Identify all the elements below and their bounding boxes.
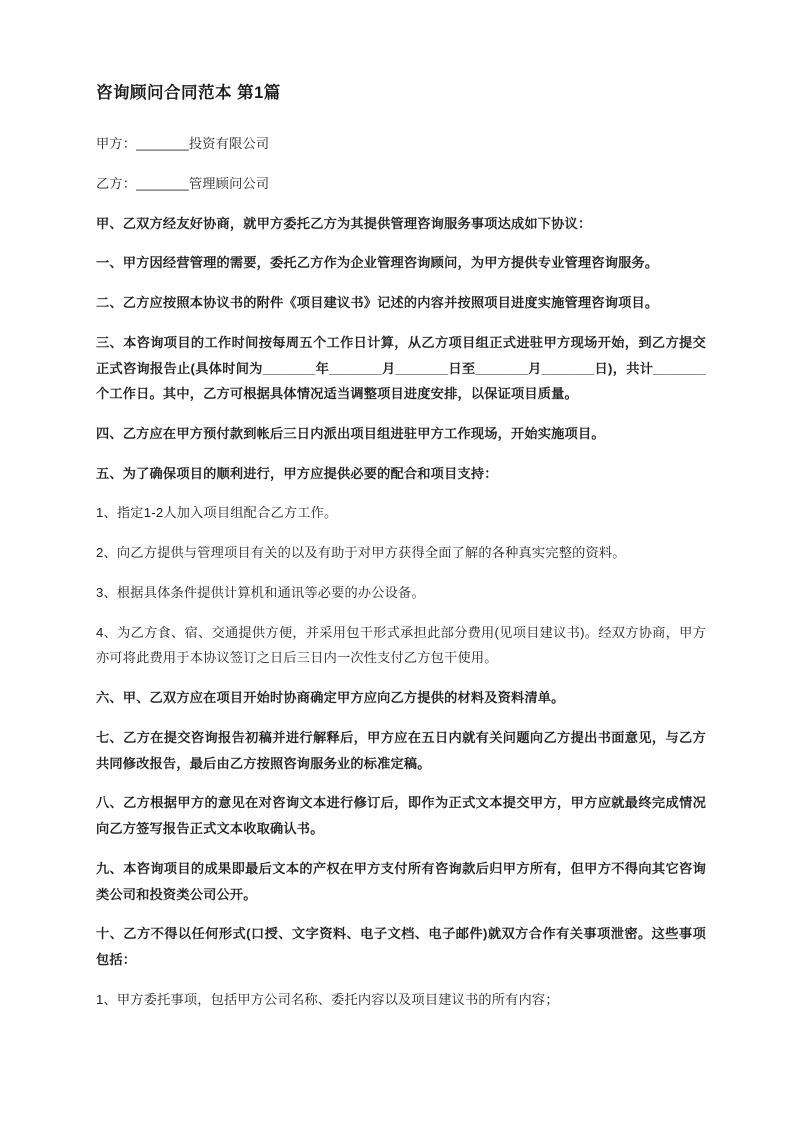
paragraph-clause-7: 七、乙方在提交咨询报告初稿并进行解释后，甲方应在五日内就有关问题向乙方提出书面意见，与乙方共同修改报告，最后由乙方按照咨询服务业的标准定稿。 <box>96 729 706 771</box>
paragraph-clause-5-item-4: 4、为乙方食、宿、交通提供方便，并采用包干形式承担此部分费用(见项目建议书)。经双方协商，甲方亦可将此费用于本协议签订之日后三日内一次性支付乙方包干使用。 <box>96 624 706 666</box>
paragraph-clause-5-item-1: 1、指定1-2人加入项目组配合乙方工作。 <box>96 505 338 521</box>
paragraph-party-a: 甲方：_______投资有限公司 <box>96 136 270 152</box>
paragraph-clause-10-item-1: 1、甲方委托事项，包括甲方公司名称、委托内容以及项目建议书的所有内容； <box>96 991 559 1007</box>
paragraph-clause-8: 八、乙方根据甲方的意见在对咨询文本进行修订后，即作为正式文本提交甲方，甲方应就最终完成情况向乙方签写报告正式文本收取确认书。 <box>96 795 706 837</box>
paragraph-party-b: 乙方：_______管理顾问公司 <box>96 175 270 191</box>
paragraph-clause-4: 四、乙方应在甲方预付款到帐后三日内派出项目组进驻甲方工作现场，开始实施项目。 <box>96 425 605 441</box>
paragraph-preamble: 甲、乙双方经友好协商，就甲方委托乙方为其提供管理咨询服务事项达成如下协议： <box>96 215 592 231</box>
page-title: 咨询顾问合同范本 第1篇 <box>96 84 281 102</box>
paragraph-clause-3: 三、本咨询项目的工作时间按每周五个工作日计算，从乙方项目组正式进驻甲方现场开始，到乙方提交正式咨询报告止(具体时间为_______年_______月_______日至_______月_______日)，共计_______个工作日。其中，乙方可根据具体情况适当调整项目进度安排，以保证项目质量。 <box>96 334 706 402</box>
paragraph-clause-1: 一、甲方因经营管理的需要，委托乙方作为企业管理咨询顾问，为甲方提供专业管理咨询服务。 <box>96 255 659 271</box>
paragraph-clause-5-item-2: 2、向乙方提供与管理项目有关的以及有助于对甲方获得全面了解的各种真实完整的资料。 <box>96 545 626 561</box>
paragraph-clause-5-item-3: 3、根据具体条件提供计算机和通讯等必要的办公设备。 <box>96 584 425 600</box>
paragraph-clause-2: 二、乙方应按照本协议书的附件《项目建议书》记述的内容并按照项目进度实施管理咨询项目。 <box>96 295 659 311</box>
paragraph-clause-5: 五、为了确保项目的顺利进行，甲方应提供必要的配合和项目支持： <box>96 465 498 481</box>
paragraph-clause-10: 十、乙方不得以任何形式(口授、文字资料、电子文档、电子邮件)就双方合作有关事项泄密。这些事项包括： <box>96 926 706 967</box>
document-body <box>96 82 706 1012</box>
paragraph-clause-6: 六、甲、乙双方应在项目开始时协商确定甲方应向乙方提供的材料及资料清单。 <box>96 690 565 706</box>
paragraph-clause-9: 九、本咨询项目的成果即最后文本的产权在甲方支付所有咨询款后归甲方所有，但甲方不得向其它咨询类公司和投资类公司公开。 <box>96 860 706 902</box>
